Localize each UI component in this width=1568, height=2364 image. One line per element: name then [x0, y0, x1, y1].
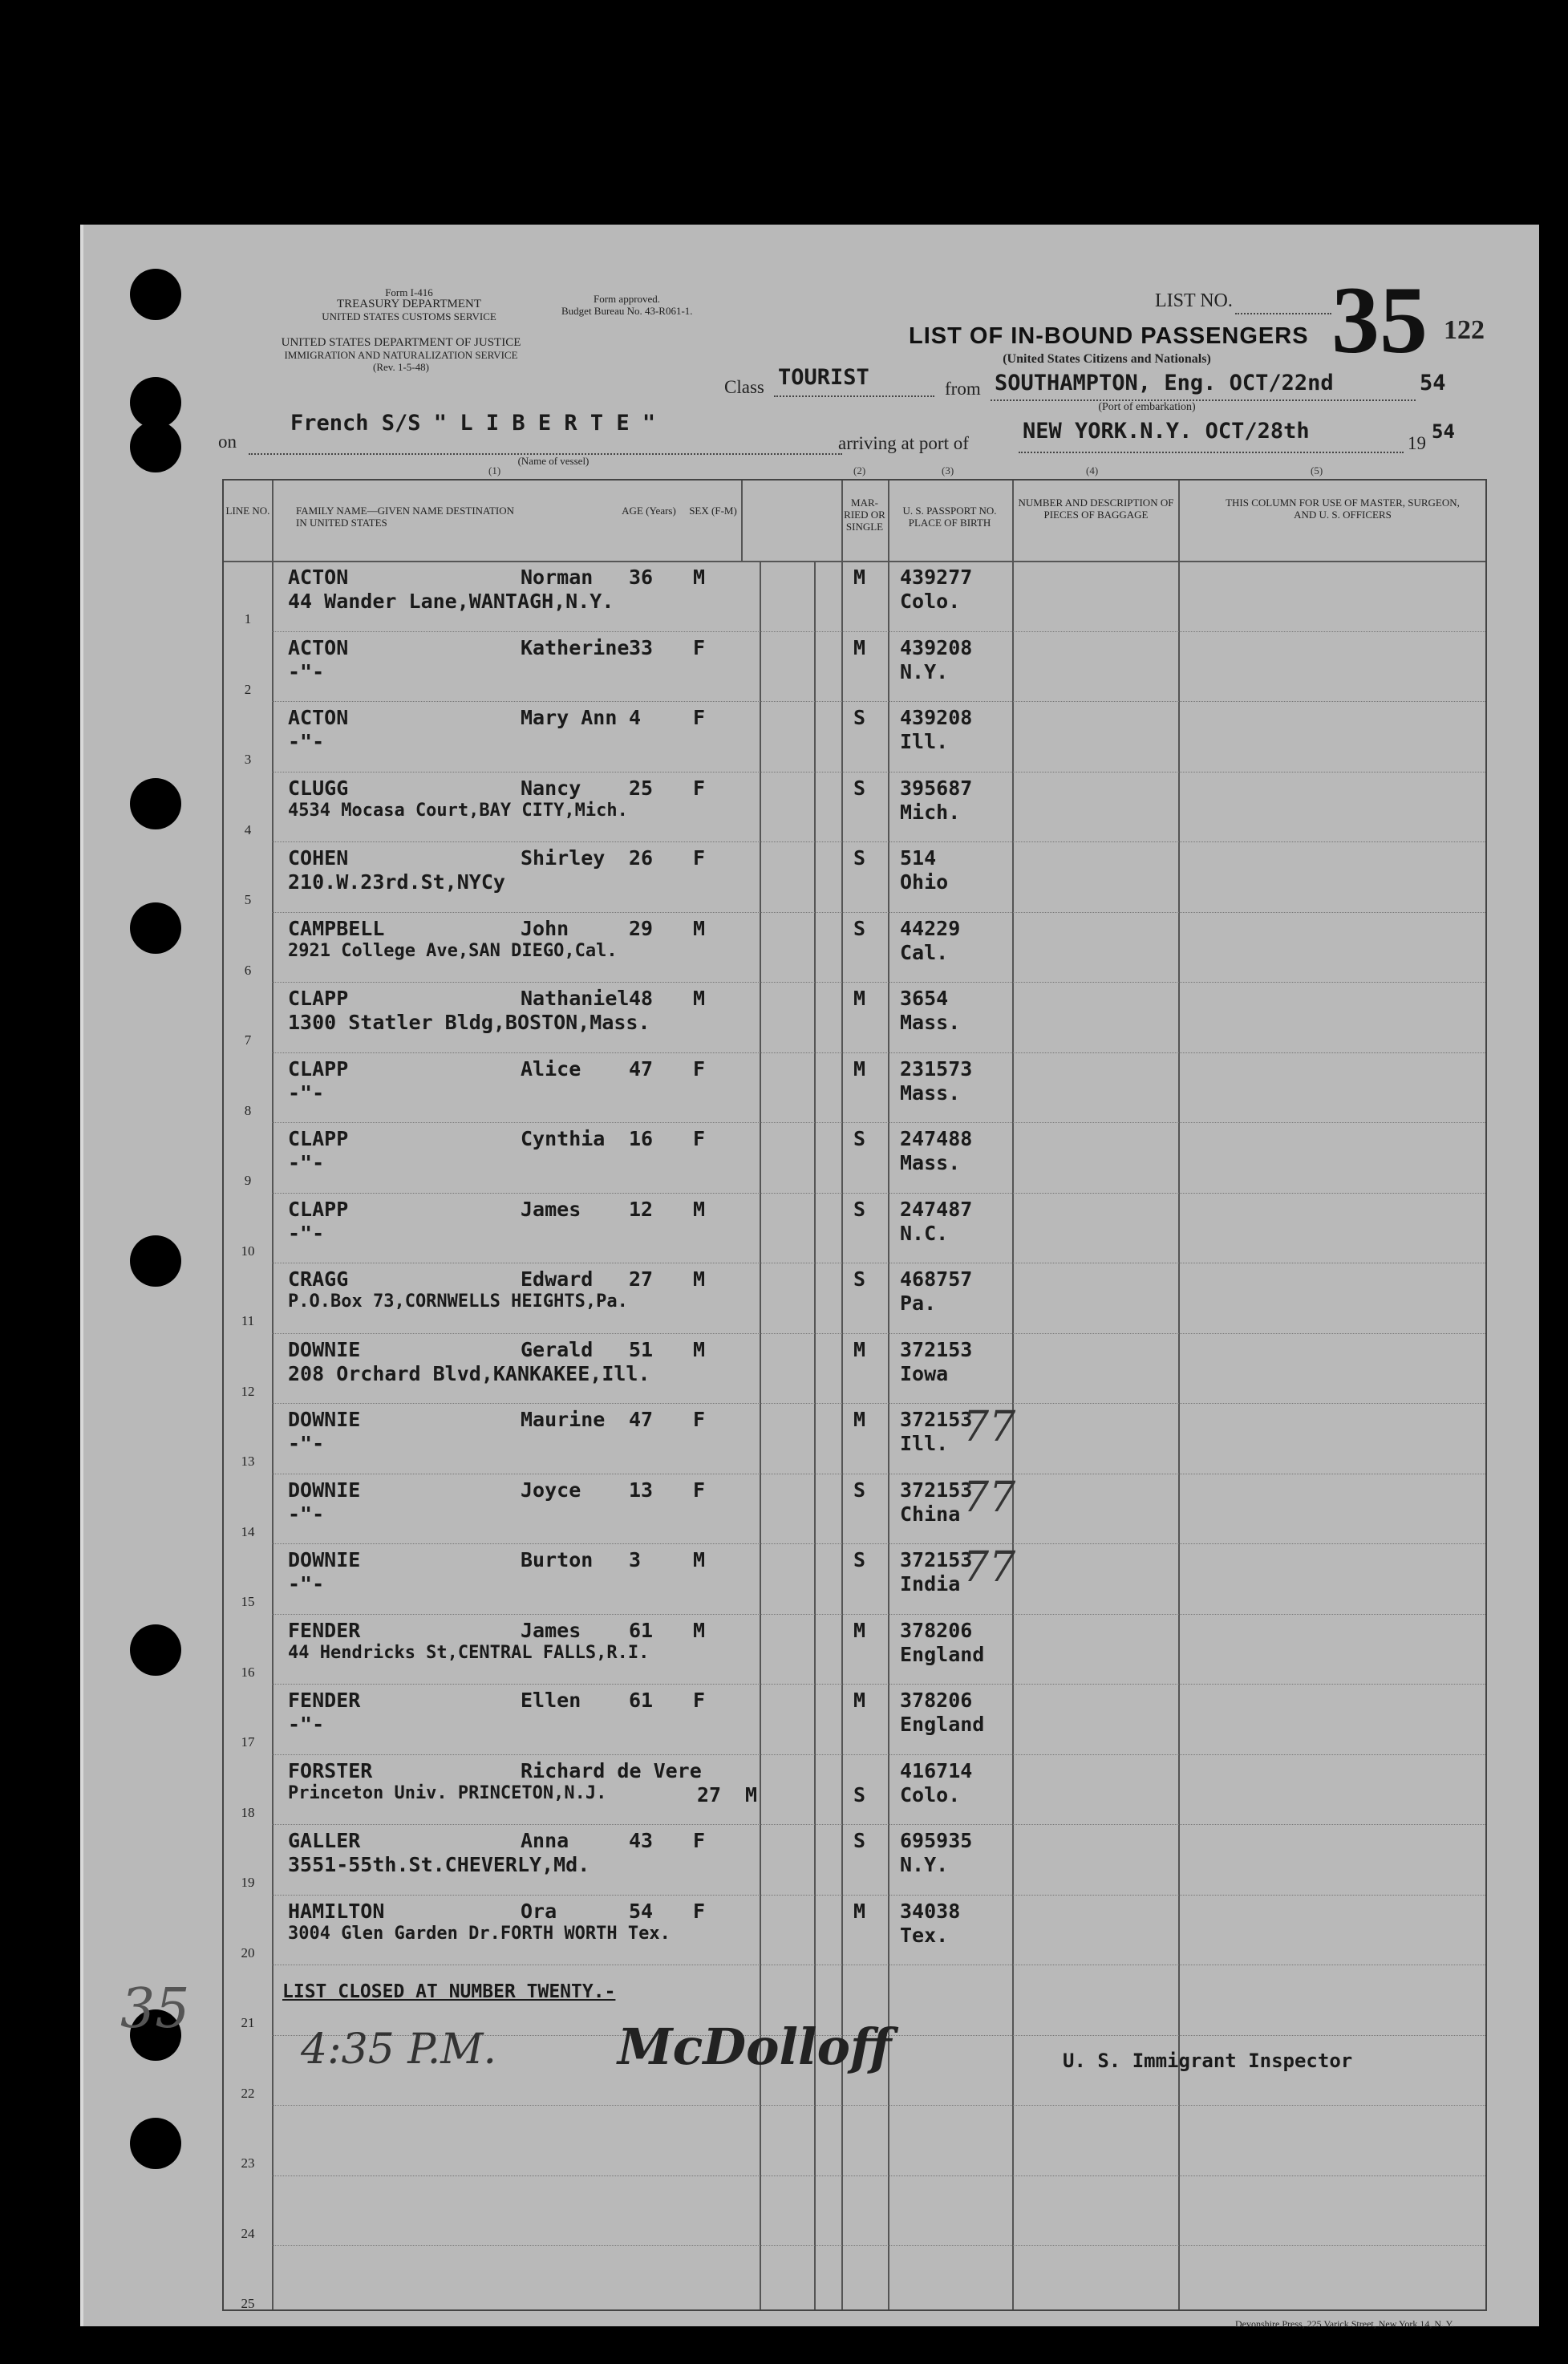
row-divider	[272, 841, 1485, 842]
destination: 208 Orchard Blvd,KANKAKEE,Ill.	[288, 1361, 650, 1385]
marital-status: M	[853, 1408, 866, 1431]
row-divider	[272, 982, 1485, 983]
class-line	[774, 395, 934, 397]
family-name: CLAPP	[288, 1197, 349, 1221]
row-divider	[272, 1543, 1485, 1544]
marital-status: M	[853, 635, 866, 659]
given-name: Alice	[521, 1056, 581, 1081]
marital-status: S	[853, 776, 866, 800]
marital-status: S	[853, 1829, 866, 1852]
column-number: (1)	[488, 464, 501, 476]
family-name: CRAGG	[288, 1267, 349, 1291]
place-of-birth: England	[900, 1713, 985, 1736]
place-of-birth: Mich.	[900, 800, 961, 824]
header-age: AGE (Years)	[622, 505, 676, 517]
passport-number: 695935	[900, 1829, 973, 1852]
given-name: Nancy	[521, 776, 581, 800]
marital-status: M	[853, 1337, 866, 1361]
given-name: John	[521, 916, 569, 940]
marital-status: S	[853, 1548, 866, 1571]
punch-hole	[130, 778, 181, 829]
family-name: GALLER	[288, 1829, 361, 1852]
line-number: 9	[244, 1173, 252, 1188]
passport-number: 372153	[900, 1408, 973, 1431]
inspector-title: U. S. Immigrant Inspector	[1063, 2050, 1353, 2072]
passport-number: 468757	[900, 1267, 973, 1291]
age: 26	[629, 846, 654, 870]
destination: Princeton Univ. PRINCETON,N.J.	[288, 1782, 607, 1803]
arrival-port: NEW YORK.N.Y. OCT/28th	[1023, 419, 1310, 444]
sex: F	[693, 1127, 706, 1150]
baggage-mark: 77	[962, 1543, 1016, 1592]
line-number: 21	[241, 2015, 255, 2030]
destination: -"-	[288, 1432, 325, 1455]
line-number: 20	[241, 1944, 255, 1961]
row-divider	[272, 631, 1485, 632]
line-number: 12	[241, 1383, 255, 1399]
family-name: FENDER	[288, 1618, 361, 1642]
family-name: HAMILTON	[288, 1899, 385, 1923]
destination: 210.W.23rd.St,NYCy	[288, 870, 505, 894]
passport-number: 34038	[900, 1899, 961, 1923]
punch-hole	[130, 902, 181, 954]
passport-number: 231573	[900, 1056, 973, 1081]
place-of-birth: Cal.	[900, 940, 949, 964]
given-name: Burton	[521, 1548, 594, 1571]
age: 61	[629, 1618, 654, 1642]
printer-credit: Devonshire Press, 225 Varick Street, New York 14, N. Y.	[1235, 2318, 1454, 2330]
age: 29	[629, 916, 654, 940]
sex: F	[693, 1899, 706, 1923]
destination: -"-	[288, 730, 325, 753]
place-of-birth: India	[900, 1572, 961, 1596]
punch-hole	[130, 269, 181, 320]
from-year: 54	[1420, 371, 1446, 395]
column-number: (2)	[853, 464, 866, 476]
given-name: Norman	[521, 566, 594, 589]
header-divider	[224, 561, 1485, 562]
sex: F	[693, 846, 706, 870]
sex: M	[693, 566, 706, 589]
line-number: 17	[241, 1734, 255, 1750]
col-divider	[741, 481, 743, 561]
list-closed-text: LIST CLOSED AT NUMBER TWENTY.-	[282, 1981, 616, 2002]
destination: -"-	[288, 1572, 325, 1596]
baggage-mark: 77	[962, 1473, 1016, 1522]
line-number: 13	[241, 1454, 255, 1469]
port-embark-caption: (Port of embarkation)	[1098, 401, 1196, 413]
line-number: 23	[241, 2155, 255, 2171]
column-number: (4)	[1086, 464, 1099, 476]
sex: F	[693, 1478, 706, 1502]
line-number: 11	[241, 1313, 255, 1328]
age: 25	[629, 776, 654, 800]
age: 54	[629, 1899, 654, 1923]
marital-status: S	[853, 706, 866, 729]
row-divider	[272, 1754, 1485, 1755]
marital-status: S	[853, 1267, 866, 1291]
row-divider	[272, 1614, 1485, 1615]
given-name: Maurine	[521, 1408, 606, 1431]
marital-status: M	[853, 566, 866, 589]
place-of-birth: Mass.	[900, 1081, 961, 1105]
family-name: CLUGG	[288, 776, 349, 800]
family-name: CLAPP	[288, 987, 349, 1010]
sex: F	[693, 635, 706, 659]
family-name: ACTON	[288, 635, 349, 659]
age: 33	[629, 635, 654, 659]
marital-status: S	[853, 1782, 866, 1806]
destination: -"-	[288, 1502, 325, 1526]
sex: M	[693, 1337, 706, 1361]
header-name: FAMILY NAME—GIVEN NAME DESTINATION IN UNITED STATES	[296, 505, 515, 529]
punch-hole	[130, 1235, 181, 1287]
place-of-birth: N.Y.	[900, 1853, 949, 1876]
destination: 3551-55th.St.CHEVERLY,Md.	[288, 1853, 590, 1876]
passport-number: 439208	[900, 706, 973, 729]
punch-hole	[130, 2118, 181, 2169]
line-number: 16	[241, 1664, 255, 1680]
arriving-label: arriving at port of	[838, 433, 969, 453]
line-number: 22	[241, 2085, 255, 2101]
header-baggage: NUMBER AND DESCRIPTION OF PIECES OF BAGGAGE	[1018, 497, 1174, 521]
sex: M	[693, 987, 706, 1010]
place-of-birth: N.C.	[900, 1221, 949, 1245]
passport-number: 395687	[900, 776, 973, 800]
arrival-year-prefix: 19	[1408, 433, 1426, 453]
destination: -"-	[288, 1713, 325, 1736]
place-of-birth: China	[900, 1502, 961, 1526]
family-name: FENDER	[288, 1689, 361, 1712]
line-number: 14	[241, 1523, 255, 1539]
given-name: Edward	[521, 1267, 594, 1291]
passport-number: 416714	[900, 1758, 973, 1782]
sex: M	[693, 916, 706, 940]
line-number: 5	[244, 892, 252, 907]
given-name: Shirley	[521, 846, 606, 870]
sex: F	[693, 1056, 706, 1081]
page-title: LIST OF IN-BOUND PASSENGERS	[909, 323, 1309, 349]
given-name: James	[521, 1618, 581, 1642]
header-passport: U. S. PASSPORT NO. PLACE OF BIRTH	[902, 505, 997, 529]
line-number: 25	[241, 2296, 255, 2311]
place-of-birth: Pa.	[900, 1291, 937, 1315]
marital-status: M	[853, 1689, 866, 1712]
line-number: 3	[244, 752, 252, 767]
passport-number: 439208	[900, 635, 973, 659]
class-label: Class	[724, 377, 764, 397]
header-sex: SEX (F-M)	[689, 505, 737, 517]
line-number: 7	[244, 1032, 252, 1048]
row-divider	[272, 1052, 1485, 1053]
passport-number: 514	[900, 846, 937, 870]
approval-block: Form approved. Budget Bureau No. 43-R061-1.	[561, 293, 693, 317]
given-name: Ellen	[521, 1689, 581, 1712]
destination: 44 Hendricks St,CENTRAL FALLS,R.I.	[288, 1642, 650, 1663]
inspector-signature: McDolloff	[618, 2017, 892, 2076]
marital-status: S	[853, 846, 866, 870]
list-no-line	[1235, 313, 1331, 314]
given-name: Mary Ann	[521, 706, 618, 729]
given-name: James	[521, 1197, 581, 1221]
passport-number: 439277	[900, 566, 973, 589]
line-number: 1	[244, 611, 252, 626]
line-number: 2	[244, 681, 252, 697]
given-name: Cynthia	[521, 1127, 606, 1150]
age: 3	[629, 1548, 642, 1571]
age: 27	[697, 1782, 722, 1806]
marital-status: M	[853, 1899, 866, 1923]
punch-hole	[130, 421, 181, 472]
marital-status: S	[853, 1478, 866, 1502]
row-divider	[272, 1824, 1485, 1825]
margin-mark: 35	[120, 1977, 190, 2041]
sex: F	[693, 706, 706, 729]
destination: 1300 Statler Bldg,BOSTON,Mass.	[288, 1011, 650, 1034]
family-name: CLAPP	[288, 1056, 349, 1081]
passport-number: 372153	[900, 1478, 973, 1502]
row-divider	[272, 2245, 1485, 2246]
given-name: Richard de Vere	[521, 1758, 702, 1782]
place-of-birth: Ohio	[900, 870, 949, 894]
age: 51	[629, 1337, 654, 1361]
destination: -"-	[288, 1081, 325, 1105]
given-name: Katherine	[521, 635, 630, 659]
column-number: (5)	[1311, 464, 1323, 476]
destination: 44 Wander Lane,WANTAGH,N.Y.	[288, 590, 614, 613]
age: 13	[629, 1478, 654, 1502]
destination: 2921 College Ave,SAN DIEGO,Cal.	[288, 940, 618, 961]
place-of-birth: Ill.	[900, 1432, 949, 1455]
passport-number: 378206	[900, 1618, 973, 1642]
list-no-label: LIST NO.	[1155, 290, 1233, 311]
marital-status: M	[853, 987, 866, 1010]
place-of-birth: Colo.	[900, 1782, 961, 1806]
age: 36	[629, 566, 654, 589]
age: 12	[629, 1197, 654, 1221]
family-name: DOWNIE	[288, 1478, 361, 1502]
place-of-birth: Iowa	[900, 1361, 949, 1385]
passport-number: 378206	[900, 1689, 973, 1712]
place-of-birth: Colo.	[900, 590, 961, 613]
line-number: 6	[244, 962, 252, 978]
sex: F	[693, 1408, 706, 1431]
age: 61	[629, 1689, 654, 1712]
row-divider	[272, 1122, 1485, 1123]
passport-number: 247487	[900, 1197, 973, 1221]
given-name: Anna	[521, 1829, 569, 1852]
line-number: 4	[244, 821, 252, 837]
age: 47	[629, 1056, 654, 1081]
header-line-no: LINE NO.	[225, 505, 270, 517]
family-name: DOWNIE	[288, 1408, 361, 1431]
given-name: Ora	[521, 1899, 557, 1923]
given-name: Gerald	[521, 1337, 594, 1361]
sex: F	[693, 1829, 706, 1852]
page-subtitle: (United States Citizens and Nationals)	[1003, 352, 1211, 366]
form-id-block: Form I-416 TREASURY DEPARTMENT UNITED STATES CUSTOMS SERVICE	[322, 286, 496, 322]
vessel-caption: (Name of vessel)	[517, 455, 590, 467]
header-married: MAR- RIED OR SINGLE	[844, 497, 885, 533]
row-divider	[272, 912, 1485, 913]
row-divider	[272, 1333, 1485, 1334]
family-name: ACTON	[288, 706, 349, 729]
marital-status: S	[853, 1127, 866, 1150]
given-name: Nathaniel	[521, 987, 630, 1010]
age: 48	[629, 987, 654, 1010]
age: 4	[629, 706, 642, 729]
destination: -"-	[288, 659, 325, 683]
line-number: 8	[244, 1102, 252, 1118]
sex: M	[745, 1782, 758, 1806]
family-name: COHEN	[288, 846, 349, 870]
family-name: CLAPP	[288, 1127, 349, 1150]
class-value: TOURIST	[778, 365, 869, 390]
line-number: 18	[241, 1804, 255, 1820]
on-label: on	[218, 432, 237, 452]
header-officers: THIS COLUMN FOR USE OF MASTER, SURGEON, AND U. S. OFFICERS	[1226, 497, 1460, 521]
place-of-birth: Mass.	[900, 1011, 961, 1034]
age: 16	[629, 1127, 654, 1150]
arrival-year: 54	[1432, 420, 1455, 443]
row-divider	[272, 1403, 1485, 1404]
from-label: from	[945, 379, 981, 399]
passport-number: 3654	[900, 987, 949, 1010]
sex: F	[693, 1689, 706, 1712]
place-of-birth: Mass.	[900, 1151, 961, 1174]
marital-status: S	[853, 916, 866, 940]
line-number: 24	[241, 2225, 255, 2241]
row-divider	[272, 1684, 1485, 1685]
place-of-birth: Ill.	[900, 730, 949, 753]
destination: 4534 Mocasa Court,BAY CITY,Mich.	[288, 800, 628, 821]
baggage-mark: 77	[962, 1403, 1016, 1451]
marital-status: M	[853, 1618, 866, 1642]
given-name: Joyce	[521, 1478, 581, 1502]
vessel-name: French S/S " L I B E R T E "	[290, 411, 656, 436]
destination: P.O.Box 73,CORNWELLS HEIGHTS,Pa.	[288, 1291, 628, 1312]
age: 47	[629, 1408, 654, 1431]
passport-number: 372153	[900, 1337, 973, 1361]
sex: M	[693, 1618, 706, 1642]
line-number: 15	[241, 1594, 255, 1609]
destination: -"-	[288, 1151, 325, 1174]
sex: F	[693, 776, 706, 800]
punch-hole	[130, 1624, 181, 1676]
list-number: 35	[1331, 266, 1428, 373]
destination: 3004 Glen Garden Dr.FORTH WORTH Tex.	[288, 1923, 671, 1944]
place-of-birth: Tex.	[900, 1923, 949, 1947]
row-divider	[272, 1895, 1485, 1896]
place-of-birth: England	[900, 1642, 985, 1666]
family-name: CAMPBELL	[288, 916, 385, 940]
row-divider	[272, 1193, 1485, 1194]
sex: M	[693, 1548, 706, 1571]
row-divider	[272, 701, 1485, 702]
passport-number: 247488	[900, 1127, 973, 1150]
sex: M	[693, 1197, 706, 1221]
line-number: 10	[241, 1243, 255, 1259]
doj-block: UNITED STATES DEPARTMENT OF JUSTICE IMMIGRATION AND NATURALIZATION SERVICE (Rev. 1-5-48)	[281, 336, 521, 373]
row-divider	[272, 2105, 1485, 2106]
column-number: (3)	[942, 464, 954, 476]
handwritten-time: 4:35 P.M.	[301, 2025, 497, 2074]
age: 27	[629, 1267, 654, 1291]
passport-number: 44229	[900, 916, 961, 940]
sex: M	[693, 1267, 706, 1291]
row-divider	[272, 2175, 1485, 2176]
family-name: DOWNIE	[288, 1548, 361, 1571]
marital-status: M	[853, 1056, 866, 1081]
page-number: 122	[1444, 315, 1485, 345]
place-of-birth: N.Y.	[900, 659, 949, 683]
passport-number: 372153	[900, 1548, 973, 1571]
age: 43	[629, 1829, 654, 1852]
family-name: DOWNIE	[288, 1337, 361, 1361]
arrival-line	[1019, 452, 1404, 453]
family-name: ACTON	[288, 566, 349, 589]
line-number: 19	[241, 1875, 255, 1890]
destination: -"-	[288, 1221, 325, 1245]
marital-status: S	[853, 1197, 866, 1221]
family-name: FORSTER	[288, 1758, 373, 1782]
from-value: SOUTHAMPTON, Eng. OCT/22nd	[995, 371, 1334, 395]
